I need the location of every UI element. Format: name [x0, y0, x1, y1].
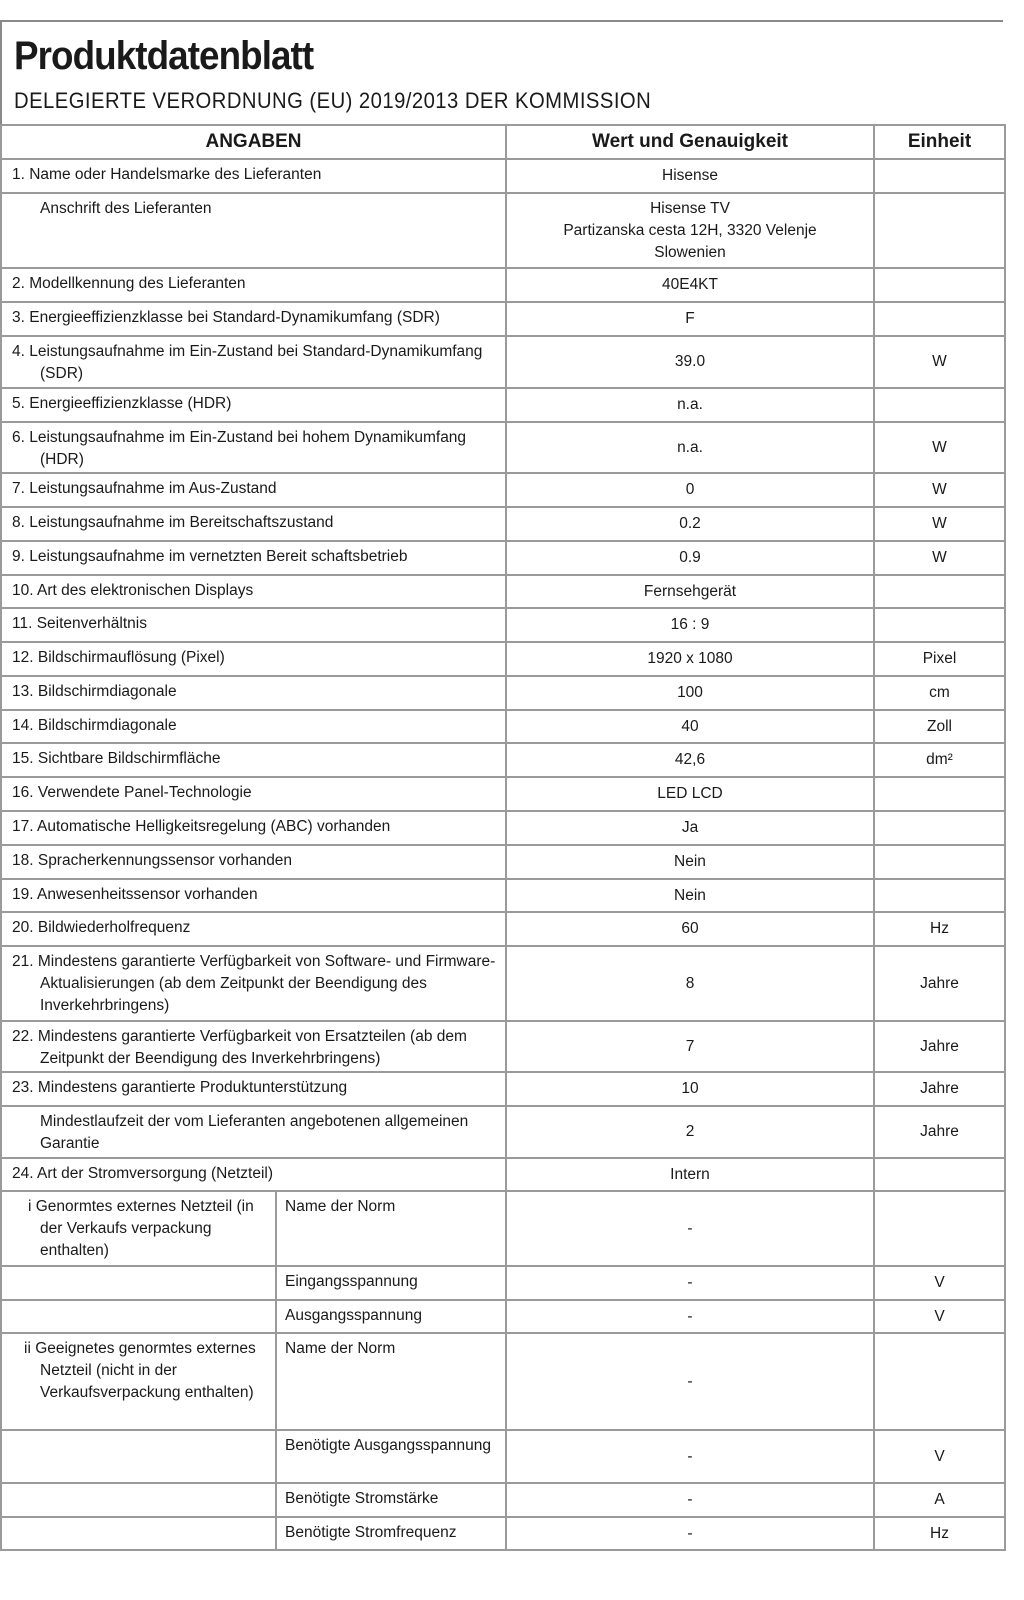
- row-label-cell: [1, 777, 506, 811]
- row-label: 3. Energieeffizienzklasse bei Standard-Dynamikumfang (SDR): [12, 309, 440, 326]
- row-label-cell: [1, 676, 506, 710]
- row-value: n.a.: [506, 422, 874, 473]
- subrow-group-cell: [1, 1483, 276, 1517]
- table-row: [1, 268, 1005, 302]
- subrow-value: -: [506, 1300, 874, 1333]
- row-value: Nein: [506, 879, 874, 912]
- row-value: LED LCD: [506, 777, 874, 811]
- row-label: 10. Art des elektronischen Displays: [12, 582, 254, 599]
- product-data-table: [0, 124, 1006, 1551]
- row-value: 8: [506, 946, 874, 1021]
- row-value: 0.9: [506, 541, 874, 575]
- row-label: 20. Bildwiederholfrequenz: [12, 919, 191, 936]
- row-value: F: [506, 302, 874, 336]
- header-angaben: ANGABEN: [1, 125, 506, 159]
- row-value: 1920 x 1080: [506, 642, 874, 676]
- subrow-value: -: [506, 1191, 874, 1266]
- row-label: 11. Seitenverhältnis: [12, 615, 147, 632]
- row-unit: Jahre: [874, 1021, 1005, 1072]
- table-row: [1, 336, 1005, 388]
- subrow-label: Benötigte Ausgangsspannung: [276, 1430, 506, 1483]
- header-einheit: Einheit: [874, 125, 1005, 159]
- table-row: [1, 541, 1005, 575]
- subrow-value: -: [506, 1517, 874, 1550]
- table-subrow: [1, 1266, 1005, 1300]
- table-row: [1, 1021, 1005, 1072]
- subrow-label: Name der Norm: [276, 1191, 506, 1266]
- row-unit: Hz: [874, 912, 1005, 946]
- row-label: 23. Mindestens garantierte Produktunterstützung: [12, 1079, 348, 1096]
- table-row: [1, 710, 1005, 743]
- row-value: n.a.: [506, 388, 874, 422]
- row-label-cell: [1, 1106, 506, 1158]
- row-label: 6. Leistungsaufnahme im Ein-Zustand bei hohem Dynamikumfang (HDR): [12, 429, 467, 468]
- row-value: 0: [506, 473, 874, 507]
- row-label-cell: [1, 193, 506, 268]
- row-label-cell: [1, 710, 506, 743]
- row-unit: [874, 1158, 1005, 1191]
- row-label-cell: [1, 388, 506, 422]
- subrow-value: -: [506, 1483, 874, 1517]
- row-label: 13. Bildschirmdiagonale: [12, 683, 177, 700]
- subrow-unit: V: [874, 1430, 1005, 1483]
- row-unit: Jahre: [874, 1106, 1005, 1158]
- table-row: [1, 1072, 1005, 1106]
- row-label-cell: [1, 879, 506, 912]
- row-value: 60: [506, 912, 874, 946]
- table-row: [1, 1158, 1005, 1191]
- row-unit: Jahre: [874, 1072, 1005, 1106]
- subrow-group-label: i Genormtes externes Netzteil (in der Verkaufs verpackung enthalten): [28, 1198, 254, 1259]
- row-value: Fernsehgerät: [506, 575, 874, 608]
- row-label-cell: [1, 268, 506, 302]
- row-value: 42,6: [506, 743, 874, 777]
- table-subrow: [1, 1191, 1005, 1266]
- table-subrow: [1, 1300, 1005, 1333]
- subrow-unit: V: [874, 1266, 1005, 1300]
- subrow-group-cell: [1, 1430, 276, 1483]
- subrow-unit: [874, 1191, 1005, 1266]
- row-label-cell: [1, 912, 506, 946]
- row-label-cell: [1, 336, 506, 388]
- subrow-group-cell: [1, 1333, 276, 1430]
- row-unit: cm: [874, 676, 1005, 710]
- row-label-cell: [1, 946, 506, 1021]
- row-value: 16 : 9: [506, 608, 874, 642]
- row-value: 7: [506, 1021, 874, 1072]
- subrow-value: -: [506, 1430, 874, 1483]
- row-label: 19. Anwesenheitssensor vorhanden: [12, 886, 258, 903]
- row-unit: [874, 302, 1005, 336]
- subrow-value: -: [506, 1266, 874, 1300]
- subrow-group-cell: [1, 1266, 276, 1300]
- row-value: 40: [506, 710, 874, 743]
- row-label: 12. Bildschirmauflösung (Pixel): [12, 649, 225, 666]
- row-label: 1. Name oder Handelsmarke des Lieferanten: [12, 166, 322, 183]
- table-row: [1, 302, 1005, 336]
- row-label: 2. Modellkennung des Lieferanten: [12, 275, 246, 292]
- row-label: 15. Sichtbare Bildschirmfläche: [12, 750, 221, 767]
- row-label: 16. Verwendete Panel-Technologie: [12, 784, 252, 801]
- row-label: Anschrift des Lieferanten: [40, 200, 212, 217]
- row-value: Hisense TV Partizanska cesta 12H, 3320 Velenje Slowenien: [506, 193, 874, 268]
- subrow-label: Benötigte Stromfrequenz: [276, 1517, 506, 1550]
- row-label-cell: [1, 507, 506, 541]
- page-title: Produktdatenblatt: [14, 34, 314, 78]
- subrow-group-cell: [1, 1191, 276, 1266]
- table-row: [1, 473, 1005, 507]
- table-row: [1, 193, 1005, 268]
- table-row: [1, 676, 1005, 710]
- table-row: [1, 1106, 1005, 1158]
- row-unit: [874, 777, 1005, 811]
- subrow-label: Name der Norm: [276, 1333, 506, 1430]
- row-label: 9. Leistungsaufnahme im vernetzten Bereit schaftsbetrieb: [12, 548, 408, 565]
- row-label-cell: [1, 845, 506, 879]
- row-label: 4. Leistungsaufnahme im Ein-Zustand bei Standard-Dynamikumfang (SDR): [12, 343, 483, 382]
- subrow-label: Eingangsspannung: [276, 1266, 506, 1300]
- table-row: [1, 608, 1005, 642]
- row-label: Mindestlaufzeit der vom Lieferanten angebotenen allgemeinen Garantie: [40, 1113, 469, 1152]
- row-value: Intern: [506, 1158, 874, 1191]
- subrow-label: Benötigte Stromstärke: [276, 1483, 506, 1517]
- row-value: Hisense: [506, 159, 874, 193]
- page-subtitle: DELEGIERTE VERORDNUNG (EU) 2019/2013 DER KOMMISSION: [14, 88, 652, 113]
- row-unit: W: [874, 473, 1005, 507]
- subrow-group-cell: [1, 1300, 276, 1333]
- row-label: 22. Mindestens garantierte Verfügbarkeit von Ersatzteilen (ab dem Zeitpunkt der Beendigung des Inverkehrbringens): [12, 1028, 467, 1067]
- table-row: [1, 507, 1005, 541]
- row-label: 5. Energieeffizienzklasse (HDR): [12, 395, 232, 412]
- row-value: 39.0: [506, 336, 874, 388]
- row-label-cell: [1, 541, 506, 575]
- table-row: [1, 811, 1005, 845]
- subrow-unit: [874, 1333, 1005, 1430]
- row-unit: [874, 193, 1005, 268]
- row-unit: W: [874, 336, 1005, 388]
- table-row: [1, 946, 1005, 1021]
- row-unit: dm²: [874, 743, 1005, 777]
- row-label: 7. Leistungsaufnahme im Aus-Zustand: [12, 480, 277, 497]
- table-header-row: [1, 125, 1005, 159]
- row-unit: [874, 879, 1005, 912]
- table-row: [1, 879, 1005, 912]
- header-wert: Wert und Genauigkeit: [506, 125, 874, 159]
- table-row: [1, 642, 1005, 676]
- row-label-cell: [1, 159, 506, 193]
- row-value: 40E4KT: [506, 268, 874, 302]
- table-row: [1, 575, 1005, 608]
- subrow-unit: Hz: [874, 1517, 1005, 1550]
- table-row: [1, 422, 1005, 473]
- row-label-cell: [1, 575, 506, 608]
- subrow-unit: A: [874, 1483, 1005, 1517]
- row-label: 18. Spracherkennungssensor vorhanden: [12, 852, 293, 869]
- row-label-cell: [1, 811, 506, 845]
- table-subrow: [1, 1483, 1005, 1517]
- row-label: 21. Mindestens garantierte Verfügbarkeit von Software- und Firmware-Aktualisierungen (ab dem Zeitpunkt der Beendigung des Inverkehrbringens): [12, 953, 496, 1014]
- row-label-cell: [1, 642, 506, 676]
- table-subrow: [1, 1517, 1005, 1550]
- row-value: 100: [506, 676, 874, 710]
- table-row: [1, 777, 1005, 811]
- row-unit: Jahre: [874, 946, 1005, 1021]
- row-label: 24. Art der Stromversorgung (Netzteil): [12, 1165, 274, 1182]
- row-label-cell: [1, 302, 506, 336]
- row-unit: [874, 268, 1005, 302]
- document-header: [0, 20, 1003, 124]
- table-row: [1, 845, 1005, 879]
- row-value: 2: [506, 1106, 874, 1158]
- row-unit: Pixel: [874, 642, 1005, 676]
- row-label-cell: [1, 473, 506, 507]
- table-subrow: [1, 1333, 1005, 1430]
- row-label-cell: [1, 422, 506, 473]
- row-label-cell: [1, 1158, 506, 1191]
- row-label-cell: [1, 743, 506, 777]
- table-row: [1, 912, 1005, 946]
- row-value: 10: [506, 1072, 874, 1106]
- subrow-label: Ausgangsspannung: [276, 1300, 506, 1333]
- subrow-group-cell: [1, 1517, 276, 1550]
- row-unit: W: [874, 422, 1005, 473]
- subrow-group-label: ii Geeignetes genormtes externes Netzteil (nicht in der Verkaufsverpackung enthalten): [24, 1340, 256, 1401]
- row-value: Ja: [506, 811, 874, 845]
- table-row: [1, 743, 1005, 777]
- row-unit: [874, 811, 1005, 845]
- row-label: 14. Bildschirmdiagonale: [12, 717, 177, 734]
- row-value: Nein: [506, 845, 874, 879]
- row-label-cell: [1, 1021, 506, 1072]
- table-row: [1, 159, 1005, 193]
- table-subrow: [1, 1430, 1005, 1483]
- row-unit: [874, 845, 1005, 879]
- row-unit: [874, 388, 1005, 422]
- subrow-value: -: [506, 1333, 874, 1430]
- row-unit: W: [874, 507, 1005, 541]
- row-unit: [874, 575, 1005, 608]
- row-value: 0.2: [506, 507, 874, 541]
- row-unit: Zoll: [874, 710, 1005, 743]
- row-label: 8. Leistungsaufnahme im Bereitschaftszustand: [12, 514, 334, 531]
- row-unit: [874, 159, 1005, 193]
- subrow-unit: V: [874, 1300, 1005, 1333]
- table-row: [1, 388, 1005, 422]
- row-label-cell: [1, 1072, 506, 1106]
- row-label: 17. Automatische Helligkeitsregelung (ABC) vorhanden: [12, 818, 391, 835]
- row-unit: W: [874, 541, 1005, 575]
- row-unit: [874, 608, 1005, 642]
- row-label-cell: [1, 608, 506, 642]
